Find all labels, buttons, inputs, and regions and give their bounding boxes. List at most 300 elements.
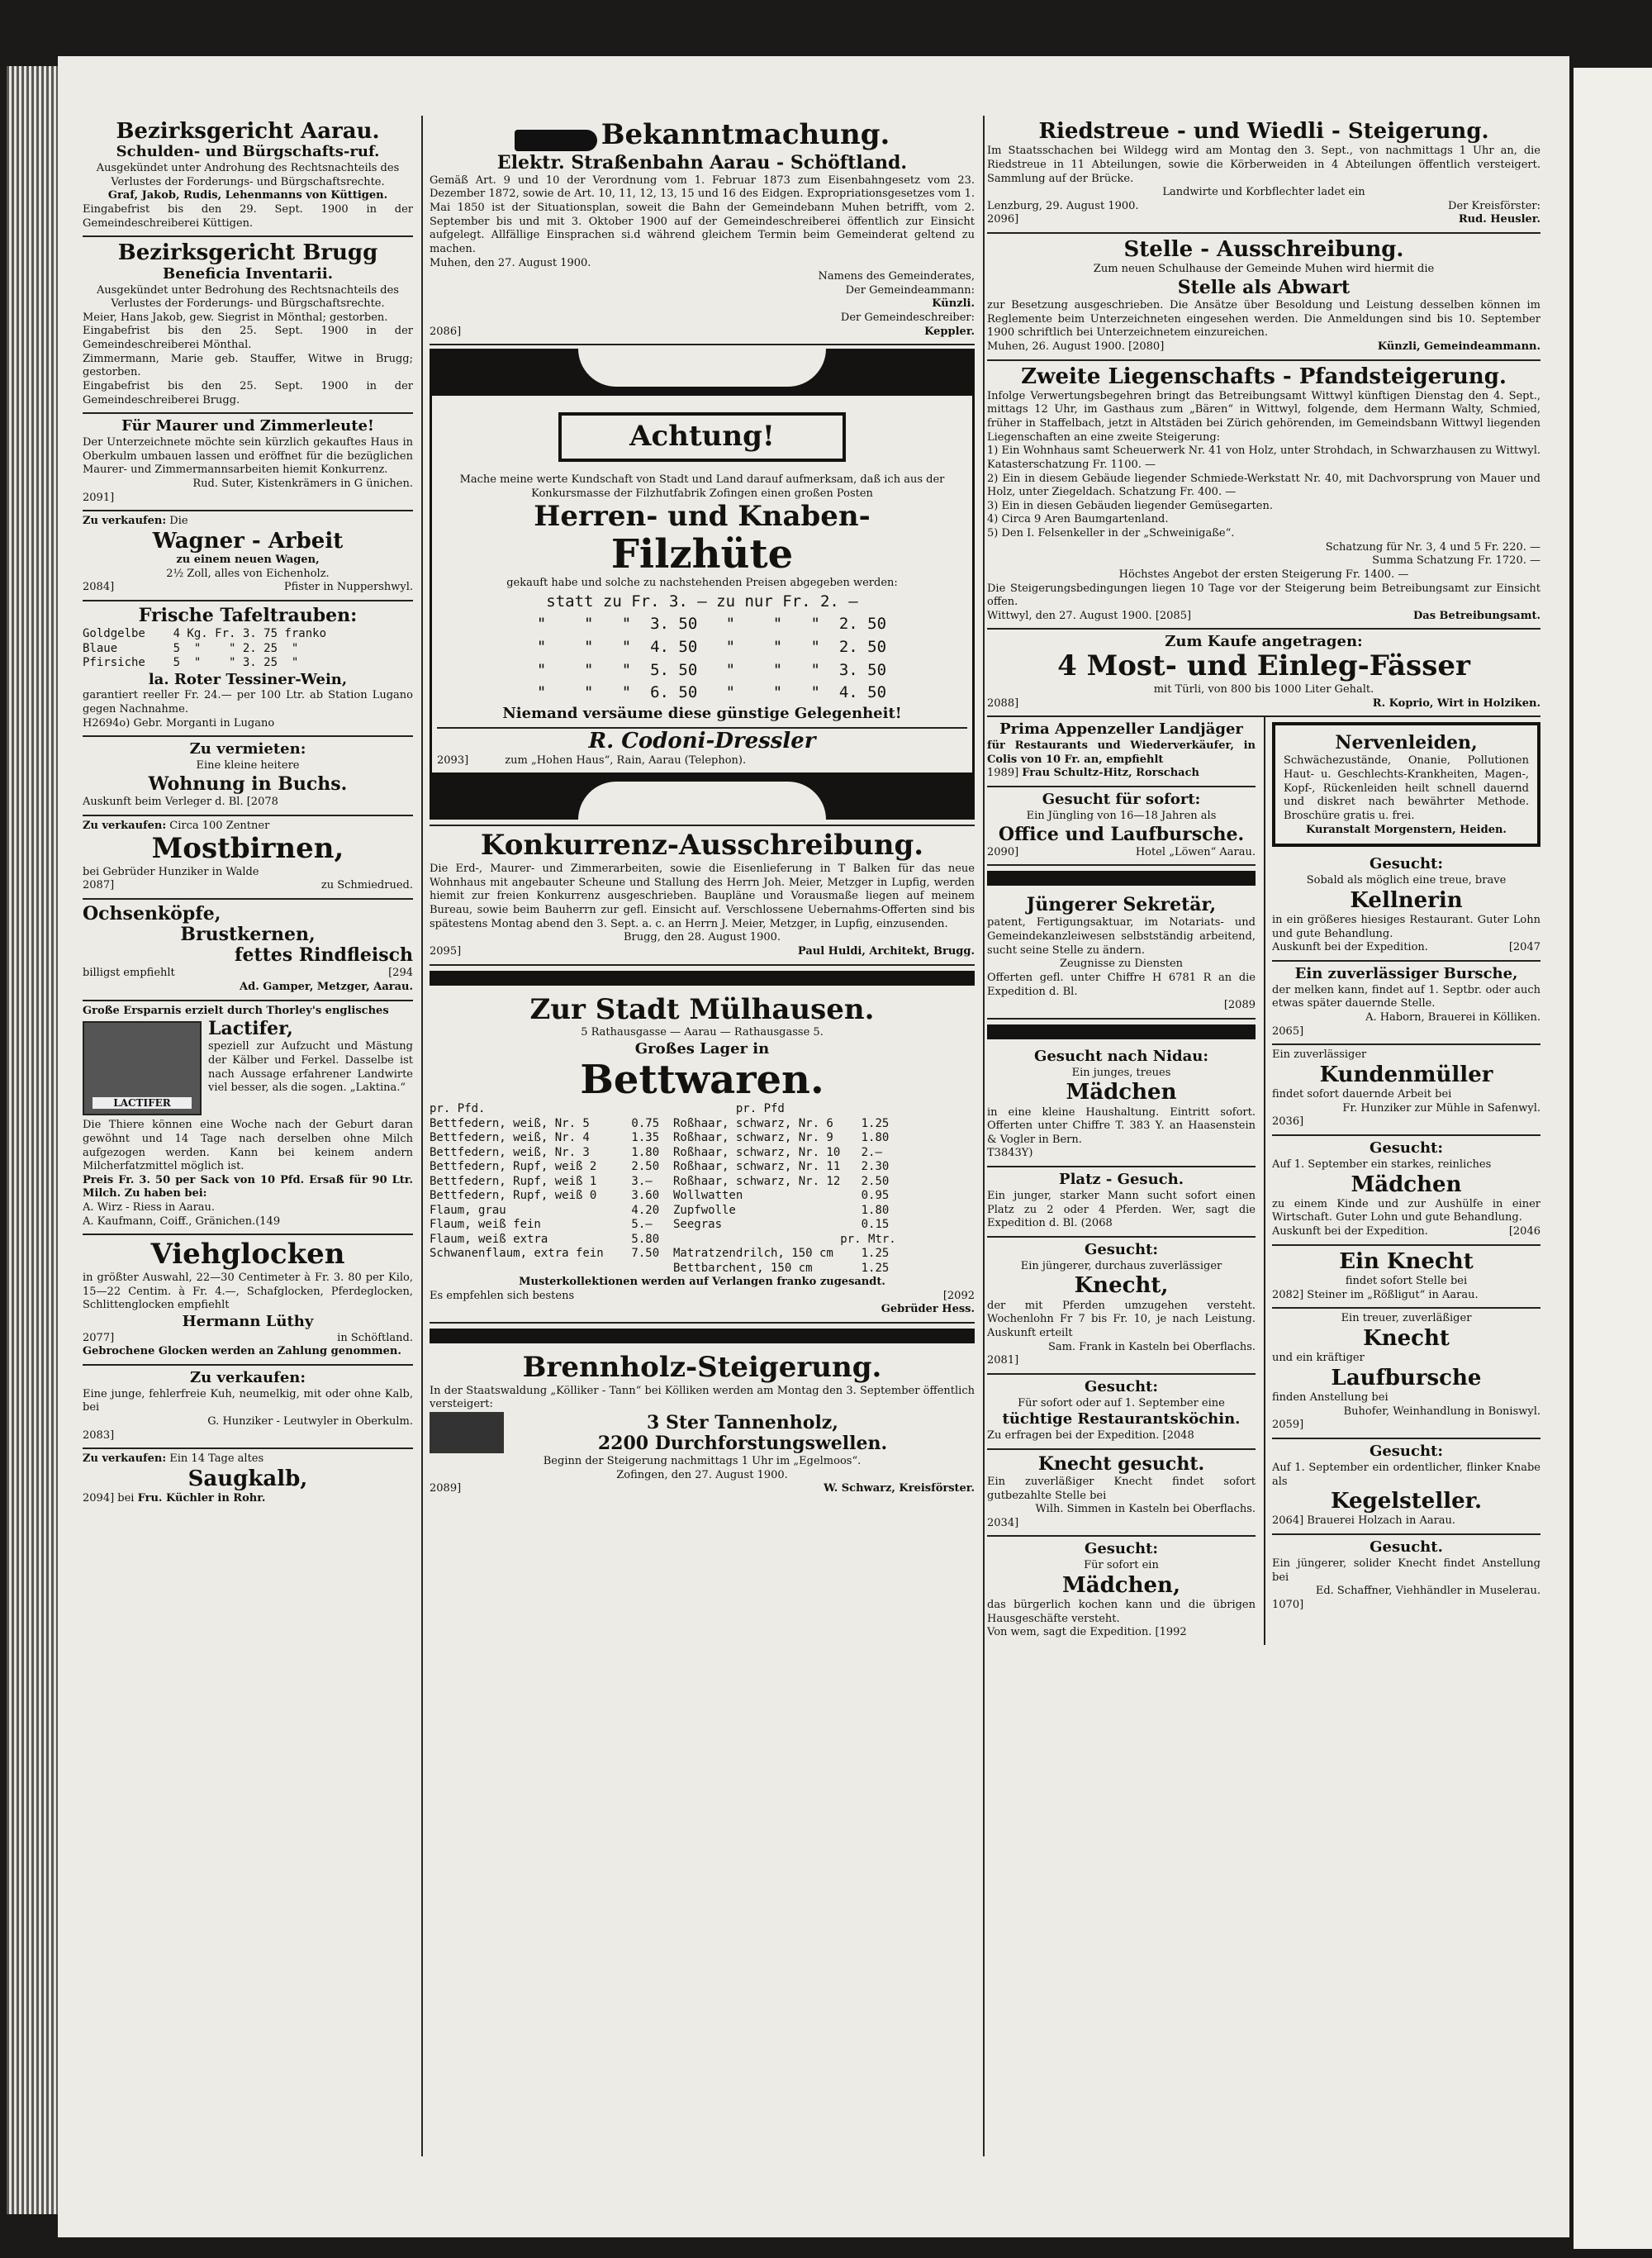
ad-signature: Gebrüder Hess.	[881, 1303, 975, 1316]
ad-text: speziell zur Aufzucht und Mästung der Kälber und Ferkel. Dasselbe ist nach Aussage erfahrener Landwirte viel besser, als die sogen. „Laktina.“	[208, 1040, 413, 1095]
ad-number: 2086]	[430, 325, 462, 338]
ad-text: der melken kann, findet auf 1. Septbr. oder auch etwas später dauernde Stelle.	[1272, 983, 1540, 1010]
ad-text: Ein jüngerer, durchaus zuverlässiger	[1020, 1259, 1222, 1272]
ad-line: A. Kaufmann, Coiff., Gränichen.(149	[83, 1215, 281, 1228]
column-3	[987, 116, 1540, 2156]
ad-number: 2084]	[83, 581, 115, 594]
ad-text: Ein junges, treues	[1071, 1066, 1171, 1079]
ad-subtitle: Beneficia Inventarii.	[163, 264, 333, 283]
ad-title: Gesucht nach Nidau:	[1033, 1047, 1208, 1065]
ad-bekanntmachung	[430, 116, 975, 345]
ad-kuh	[83, 1366, 413, 1449]
ad-knecht-oberflachs	[987, 1238, 1256, 1375]
woodcut-illustration	[430, 1412, 504, 1453]
ad-stelle-ausschreibung	[987, 234, 1540, 361]
ad-title: Knecht gesucht.	[1037, 1452, 1205, 1475]
list-item: 3) Ein in diesen Gebäuden liegender Gemüsegarten.	[987, 499, 1273, 512]
ad-signature: Wilh. Simmen in Kasteln bei Oberflachs.	[1035, 1503, 1256, 1516]
ad-text: billigst empfiehlt	[83, 967, 175, 980]
ad-signature: Hotel „Löwen“ Aarau.	[1135, 845, 1256, 858]
ad-number: [2085]	[1155, 609, 1192, 622]
ad-bezirksgericht-brugg	[83, 237, 413, 414]
ad-signature-line: Namens des Gemeinderates,	[818, 270, 975, 283]
ad-kicker-2: Die	[169, 515, 188, 528]
ad-faesser	[987, 630, 1540, 717]
ad-signature: Pfister in Nuppershwyl.	[283, 581, 413, 594]
ad-kicker: Zu verkaufen:	[83, 1452, 167, 1466]
ad-date: Brugg, den 28. August 1900.	[623, 931, 781, 944]
ad-kicker: Gesucht für sofort:	[1042, 791, 1201, 809]
ad-signature: Ad. Gamper, Metzger, Aarau.	[240, 981, 413, 994]
ad-title: Achtung!	[558, 412, 846, 462]
ad-number: T3843Y)	[987, 1147, 1033, 1160]
ad-liegenschafts-pfandsteigerung	[987, 361, 1540, 630]
ad-title: Wagner - Arbeit	[152, 528, 344, 554]
ad-kegelsteller	[1272, 1439, 1540, 1535]
ad-signature: Frau Schultz-Hitz, Rorschach	[1022, 767, 1199, 780]
ad-signature: Künzli, Gemeindeammann.	[1377, 340, 1540, 353]
ad-brennholz-steigerung	[430, 1348, 975, 1501]
ad-line: Eingabefrist bis den 25. Sept. 1900 in der Gemeindeschreiberei Brugg.	[83, 379, 413, 406]
ad-signature: G. Hunziker - Leutwyler in Oberkulm.	[207, 1415, 413, 1428]
ad-title: Frische Tafeltrauben:	[138, 604, 358, 626]
ad-kicker: Ein zuverlässiger	[1272, 1048, 1367, 1062]
ad-riedstreue	[987, 116, 1540, 234]
ad-ochsenkoepfe	[83, 900, 413, 1001]
price-table-row: Bettfedern, weiß, Nr. 4 1.35 Roßhaar, schwarz, Nr. 9 1.80	[430, 1131, 890, 1145]
ad-title-2: Brustkernen,	[180, 924, 316, 946]
ad-signature: Ed. Schaffner, Viehhändler in Muselerau.	[1315, 1585, 1540, 1598]
ad-headline: Mädchen	[1351, 1172, 1462, 1197]
ad-kicker: Zu verkaufen:	[83, 819, 167, 832]
ad-text-2: gekauft habe und solche zu nachstehenden Preisen abgegeben werden:	[506, 577, 898, 590]
ad-number: 2059]	[1272, 1419, 1304, 1432]
ad-title: Für Maurer und Zimmerleute!	[121, 417, 374, 435]
ad-number: 2095]	[430, 944, 462, 958]
ad-signature: Kuranstalt Morgenstern, Heiden.	[1306, 823, 1507, 836]
ad-title-3: fettes Rindfleisch	[235, 944, 413, 967]
ad-line: Offerten gefl. unter Chiffre H 6781 R an die Expedition d. Bl.	[987, 971, 1256, 998]
price-row: " " " 6. 50 " " " 4. 50	[517, 683, 887, 702]
ad-mostbirnen	[83, 816, 413, 901]
rule-bar	[987, 871, 1256, 886]
ad-line: Zeugnisse zu Diensten	[1059, 958, 1184, 971]
ad-headline-2: 2200 Durchforstungswellen.	[597, 1433, 888, 1455]
ad-lactifer	[83, 1001, 413, 1236]
ad-number: 2087]	[83, 879, 115, 892]
ad-line: A. Wirz - Riess in Aarau.	[83, 1201, 216, 1215]
ad-text: Der Unterzeichnete möchte sein kürzlich gekauftes Haus in Oberkulm umbauen lassen und eröffnet für die bezüglichen Maurer- und Zimmermannsarbeiten hiemit Konkurrenz.	[83, 436, 413, 477]
ad-number: [2046	[1508, 1225, 1540, 1238]
price-row: " " " 5. 50 " " " 3. 50	[517, 660, 887, 679]
ad-title: Gesucht:	[1369, 1139, 1444, 1158]
ad-text: für Restaurants und Wiederverkäufer, in Colis von 10 Fr. an, empfiehlt	[987, 739, 1256, 766]
list-item: 2) Ein in diesem Gebäude liegender Schmiede-Werkstatt Nr. 40, mit Dachvorsprung von Mauer und Holz, unter Ziegeldach. Schatzung Fr. 400. —	[987, 472, 1540, 499]
ad-number: [2047	[1508, 941, 1540, 954]
ad-text: Die Erd-, Maurer- und Zimmerarbeiten, sowie die Eisenlieferung in T Balken für das neue Wohnhaus mit angebauter Scheune und Stallung des Herrn Joh. Meier, Metzger in Lupfig, werden hiemit zur freien Konkurrenz ausgeschrieben. Baupläne und Vorausmaße liegen auf meinem Bureau, sowie beim Bauherrn zur gefl. Einsicht auf. Verschlossene Uebernahms-Offerten sind bis spätestens Montag abend den 3. Sept. a. c. an Herrn J. Meier, Metzger, in Lupfig, einzusenden.	[430, 863, 975, 930]
ad-text: Für sofort ein	[1084, 1559, 1159, 1572]
ad-headline-2: Filzhüte	[610, 530, 794, 578]
ad-bezirksgericht-aarau	[83, 116, 413, 237]
ad-number: 2077]	[83, 1331, 115, 1344]
ad-number: 2081]	[987, 1354, 1019, 1367]
ad-kicker: Zu verkaufen:	[189, 1368, 306, 1386]
ad-headline: Laufbursche	[1331, 1365, 1482, 1390]
ad-signature: Hermann Lüthy	[182, 1312, 314, 1330]
ad-footer: Niemand versäume diese günstige Gelegenheit!	[502, 704, 902, 722]
ad-text: finden Anstellung bei	[1272, 1391, 1389, 1405]
ad-number: 2096]	[987, 213, 1019, 226]
ad-viehglocken	[83, 1235, 413, 1366]
ad-line: Eingabefrist bis den 29. Sept. 1900 in der Gemeindeschreiberei Küttigen.	[83, 203, 413, 230]
ad-signature: Rud. Heusler.	[1458, 213, 1540, 226]
ad-place: in Schöftland.	[337, 1331, 413, 1344]
ad-subtitle: Schulden- und Bürgschafts-ruf.	[116, 143, 380, 161]
ad-text: Infolge Verwertungsbegehren bringt das Betreibungsamt Wittwyl künftigen Dienstag den 4. Sept., mittags 12 Uhr, im Gasthaus zum „Bären“ in Wittwyl, folgende, dem Hermann Walty, Schmied, früher in Staffelbach, jetzt in Altstäden bei Zürich gehörenden, im Gemeindsbann Wittwyl liegenden Liegenschaften an eine zweite Steigerung:	[987, 389, 1540, 444]
ad-number: 2064]	[1272, 1514, 1304, 1528]
ad-subtitle: zu einem neuen Wagen,	[176, 554, 320, 567]
price-row: Goldgelbe 4 Kg. Fr. 3. 75 franko	[83, 627, 327, 641]
ad-title: Bekanntmachung.	[601, 118, 890, 151]
ad-title-2: Wohnung in Buchs.	[148, 772, 348, 795]
list-item: 4) Circa 9 Aren Baumgartenland.	[987, 513, 1169, 526]
frame-bottom-ornament	[430, 775, 975, 820]
ad-text: Eine junge, fehlerfreie Kuh, neumelkig, mit oder ohne Kalb, bei	[83, 1387, 413, 1414]
ad-signature: A. Haborn, Brauerei in Kölliken.	[1365, 1010, 1540, 1024]
ad-title: Kundenmüller	[1319, 1062, 1493, 1087]
ad-text-2: der mit Pferden umzugehen versteht. Wochenlohn Fr 7 bis Fr. 10, je nach Leistung. Auskunft erteilt	[987, 1299, 1256, 1339]
ad-text: 2½ Zoll, alles von Eichenholz.	[166, 567, 330, 580]
ad-nidau	[987, 1044, 1256, 1167]
ad-line: Gebrüder Hunziker in Walde	[102, 865, 259, 878]
ad-kellnerin	[1272, 852, 1540, 962]
ad-text: Im Staatsschachen bei Wildegg wird am Montag den 3. Sept., von nachmittags 1 Uhr an, die Riedstreue in 11 Abteilungen, sowie die Körberweiden in 4 Abteilungen öffentlich versteigert. Sammlung auf der Brücke.	[987, 145, 1540, 185]
price-row: Pfirsiche 5 " " 3. 25 "	[83, 656, 299, 670]
ad-line: bei	[117, 1492, 135, 1505]
ad-line: zu Schmiedrued.	[320, 879, 413, 892]
ad-title: Saugkalb,	[188, 1466, 308, 1491]
ad-text: Ein Jüngling von 16—18 Jahren als	[1026, 809, 1217, 822]
ad-tafeltrauben	[83, 601, 413, 737]
ad-date: Wittwyl, den 27. August 1900.	[987, 609, 1152, 622]
ad-title: Zweite Liegenschafts - Pfandsteigerung.	[1021, 364, 1507, 389]
ad-signature: Rud. Suter, Kistenkrämers in G ünichen.	[192, 477, 413, 490]
column-rule	[421, 116, 423, 2156]
ad-signature: Fr. Hunziker zur Mühle in Safenwyl.	[1342, 1101, 1540, 1115]
ad-saugkalb	[83, 1449, 413, 1511]
ad-signature: Keppler.	[924, 325, 975, 338]
ad-text: Schwächezustände, Onanie, Pollutionen Haut- u. Geschlechts-Krankheiten, Magen-, Kopf-, Rückenleiden heilt schnell dauernd und diskret nach bewährter Methode. Broschüre gratis u. frei.	[1284, 754, 1529, 822]
ad-number: 1989]	[987, 767, 1019, 780]
ad-signature: Das Betreibungsamt.	[1413, 609, 1540, 622]
ad-date: Muhen, 26. August 1900.	[987, 340, 1125, 353]
column-2	[430, 116, 975, 2156]
ad-signature: Künzli.	[932, 297, 975, 311]
pointing-hand-icon	[515, 130, 597, 151]
ad-text: patent, Fertigungsaktuar, im Notariats- und Gemeindekanzleiwesen selbstständig arbeitend, sucht seine Stelle zu ändern.	[987, 916, 1256, 957]
ad-text-2: zur Besetzung ausgeschrieben. Die Ansätze über Besoldung und Leistung desselben können im Reglemente beim Unterzeichneten eingesehen werden. Die Anmeldungen sind bis 10. September 1900 schriftlich bei Unterzeichnetem einzureichen.	[987, 299, 1540, 340]
ad-date: Zofingen, den 27. August 1900.	[616, 1468, 788, 1481]
ad-signature: Gebr. Morganti in Lugano	[133, 716, 275, 730]
ad-title: Gesucht.	[1370, 1538, 1443, 1557]
ad-text: Ausgekündet unter Bedrohung des Rechtsnachteils des Verlustes der Forderungs- und Bürgschaftsrechte.	[97, 283, 399, 311]
ad-platz-gesuch	[987, 1167, 1256, 1238]
ad-number: [2092	[942, 1289, 975, 1302]
ad-number: 2091]	[83, 491, 115, 504]
ad-text: Auf 1. September ein starkes, reinliches	[1272, 1158, 1492, 1171]
ad-title: Brennholz-Steigerung.	[522, 1351, 882, 1384]
ad-juengerer-knecht	[1272, 1535, 1540, 1617]
ad-line: Graf, Jakob, Rudis, Lehenmanns von Küttigen.	[107, 189, 388, 202]
ad-restaurantskoechin	[987, 1375, 1256, 1450]
rule-bar	[987, 1024, 1256, 1039]
ad-title: Gesucht:	[1084, 1240, 1159, 1258]
ad-ein-knecht	[1272, 1246, 1540, 1310]
ad-headline: 3 Ster Tannenholz,	[647, 1411, 838, 1433]
ad-title: Bezirksgericht Brugg	[117, 240, 378, 266]
price-table-row: Flaum, weiß extra 5.80 pr. Mtr.	[430, 1232, 896, 1246]
ad-text: Ausgekündet unter Androhung des Rechtsnachteils des Verlustes der Forderungs- und Bürgschaftsrechte.	[96, 162, 400, 188]
list-item: Schatzung für Nr. 3, 4 und 5 Fr. 220. —	[1325, 540, 1540, 554]
ad-headline: Mädchen	[1066, 1080, 1177, 1105]
ad-signature-line: Der Gemeindeschreiber:	[840, 311, 975, 325]
column-1	[83, 116, 413, 2156]
ad-footer: Musterkollektionen werden auf Verlangen franko zugesandt.	[519, 1276, 885, 1289]
ad-signature: Buhofer, Weinhandlung in Boniswyl.	[1343, 1405, 1540, 1418]
ad-line: Es empfehlen sich bestens	[430, 1289, 575, 1302]
ad-kicker: Zum Kaufe angetragen:	[1165, 633, 1363, 651]
list-item: Summa Schatzung Fr. 1720. —	[1372, 554, 1540, 568]
list-item: 1) Ein Wohnhaus samt Scheuerwerk Nr. 41 von Holz, unter Strohdach, in Schwarzhausen zu Wittwyl. Katasterschatzung Fr. 1100. —	[987, 444, 1540, 471]
ad-text: Für sofort oder auf 1. September eine	[1018, 1396, 1225, 1409]
ad-title: Riedstreue - und Wiedli - Steigerung.	[1038, 119, 1489, 144]
ad-number: 2093]	[437, 753, 469, 767]
ad-headline: Bettwaren.	[580, 1056, 824, 1103]
ad-text: in größter Auswahl, 22—30 Centimeter à Fr. 3. 80 per Kilo, 15—22 Centim. à Fr. 4.—, Schafglocken, Pferdeglocken, Schlittenglocken empfiehlt	[83, 1271, 413, 1312]
ad-text-2: in ein größeres hiesiges Restaurant. Guter Lohn und gute Behandlung.	[1272, 913, 1540, 940]
ad-kicker-2: Circa 100 Zentner	[169, 819, 270, 832]
ad-title: Ochsenköpfe,	[83, 903, 221, 925]
arch-ornament	[578, 782, 826, 820]
ad-title: Gesucht:	[1084, 1377, 1159, 1395]
ad-maurer-zimmerleute	[83, 414, 413, 511]
ad-title-2: la. Roter Tessiner-Wein,	[148, 670, 348, 688]
ad-title: Gesucht:	[1084, 1540, 1159, 1558]
ad-line: Auskunft bei der Expedition.	[1272, 941, 1428, 954]
ad-number: 2036]	[1272, 1115, 1304, 1129]
ad-address: zum „Hohen Haus“, Rain, Aarau (Telephon).	[505, 753, 747, 767]
ad-line: Auskunft bei der Expedition.	[1272, 1225, 1428, 1238]
illustration-label: LACTIFER	[93, 1097, 192, 1109]
price-table-row: Bettfedern, Rupf, weiß 2 2.50 Roßhaar, schwarz, Nr. 11 2.30	[430, 1160, 890, 1174]
price-table-row: Bettbarchent, 150 cm 1.25	[430, 1261, 890, 1275]
ad-signature: Sam. Frank in Kasteln bei Oberflachs.	[1047, 1340, 1256, 1353]
ad-text-2: Beginn der Steigerung nachmittags 1 Uhr im „Egelmoos“.	[543, 1455, 862, 1468]
ad-signature: W. Schwarz, Kreisförster.	[824, 1482, 975, 1495]
ad-headline: tüchtige Restaurantsköchin.	[1002, 1410, 1241, 1428]
ad-subtitle: Elektr. Straßenbahn Aarau - Schöftland.	[496, 151, 908, 174]
ad-title: Mostbirnen,	[151, 832, 344, 866]
ad-address: 5 Rathausgasse — Aarau — Rathausgasse 5.	[581, 1026, 824, 1039]
ad-subtitle: Eine kleine heitere	[196, 759, 300, 772]
ad-line: Eingabefrist bis den 25. Sept. 1900 in der Gemeindeschreiberei Mönthal.	[83, 325, 413, 351]
ad-text-2: das bürgerlich kochen kann und die übrigen Hausgeschäfte versteht.	[987, 1599, 1256, 1625]
ad-number: 2083]	[83, 1428, 115, 1442]
ad-number: 2090]	[987, 845, 1019, 858]
ad-number: 1070]	[1272, 1598, 1304, 1611]
ad-text: Ein zuverläßiger Knecht findet sofort gutbezahlte Stelle bei	[987, 1475, 1256, 1502]
ad-text: Ein junger, starker Mann sucht sofort einen Platz zu 2 oder 4 Pferden. Wer, sagt die Expedition d. Bl. (2068	[987, 1189, 1256, 1230]
ad-headline: Herren- und Knaben-	[534, 500, 871, 534]
ad-sekretaer	[987, 891, 1256, 1019]
ad-signature-line: Der Gemeindeammann:	[845, 283, 975, 297]
ad-title: Prima Appenzeller Landjäger	[999, 720, 1243, 739]
ad-text: Auf 1. September ein ordentlicher, flinker Knabe als	[1272, 1461, 1540, 1488]
ad-line: Zimmermann, Marie geb. Stauffer, Witwe in Brugg; gestorben.	[83, 352, 413, 379]
ad-title: Bezirksgericht Aarau.	[116, 119, 380, 144]
ad-text: Gemäß Art. 9 und 10 der Verordnung vom 1. Februar 1873 zum Eisenbahngesetz vom 23. Dezember 1872, sowie de Art. 10, 11, 12, 13, 15 und 16 des Eidgen. Expropriationsgesetzes vom 1. Mai 1850 ist der Situationsplan, soweit die Bahn der Gemeindebann Muhen betrifft, vom 2. September bis und mit 3. Oktober 1900 auf der Gemeindeschreiberei öffentlich zur Einsicht aufgelegt. Allfällige Einsprachen si.d während gleichem Termin beim Gemeinderat geltend zu machen.	[430, 174, 975, 255]
ad-text-2: in eine kleine Haushaltung. Eintritt sofort. Offerten unter Chiffre T. 383 Y. an Haasenstein & Vogler in Bern.	[987, 1105, 1256, 1146]
arch-ornament	[578, 349, 826, 387]
ad-headline: Kegelsteller.	[1330, 1489, 1482, 1514]
ad-wohnung-buchs	[83, 737, 413, 815]
price-table-row: Flaum, grau 4.20 Zupfwolle 1.80	[430, 1203, 890, 1217]
ad-signature: Fru. Küchler in Rohr.	[137, 1492, 266, 1505]
ad-headline: Mädchen,	[1061, 1572, 1181, 1598]
ad-price: Preis Fr. 3. 50 per Sack von 10 Pfd. Ersaß für 90 Ltr. Milch. Zu haben bei:	[83, 1173, 413, 1200]
ad-signature: Brauerei Holzach in Aarau.	[1307, 1514, 1456, 1528]
ad-text-2: Gebrochene Glocken werden an Zahlung genommen.	[83, 1345, 401, 1358]
ad-line: Von wem, sagt die Expedition. [1992	[987, 1626, 1187, 1639]
price-row: " " " 4. 50 " " " 2. 50	[517, 638, 887, 657]
ad-number: 2034]	[987, 1516, 1019, 1529]
ad-number: 2082]	[1272, 1288, 1304, 1301]
price-row: " " " 3. 50 " " " 2. 50	[517, 615, 887, 634]
ad-text: Ein jüngerer, solider Knecht findet Anstellung bei	[1272, 1557, 1540, 1584]
ad-maedchen-kochen	[987, 1537, 1256, 1645]
ad-title: Zur Stadt Mülhausen.	[529, 992, 875, 1026]
ad-title: Platz - Gesuch.	[1059, 1171, 1184, 1189]
ad-text-2: zu einem Kinde und zur Aushülfe in einer Wirtschaft. Guter Lohn und gute Behandlung.	[1272, 1197, 1540, 1224]
ad-number: H2694o)	[83, 716, 131, 730]
ad-title: Ein Knecht	[1339, 1248, 1474, 1274]
facing-page-edge	[1574, 68, 1652, 2249]
ad-date: Muhen, den 27. August 1900.	[430, 256, 591, 269]
ad-number: 2088]	[987, 696, 1019, 710]
ad-number: [294	[388, 967, 413, 980]
price-table-row: Flaum, weiß fein 5.— Seegras 0.15	[430, 1218, 890, 1232]
ad-text-2: Die Steigerungsbedingungen liegen 10 Tage vor der Steigerung beim Betreibungsamt zur Einsicht offen.	[987, 582, 1540, 609]
ad-kicker-2: Ein 14 Tage altes	[169, 1452, 264, 1466]
ad-kicker: Zu verkaufen:	[83, 515, 167, 528]
ad-title: Gesucht:	[1369, 855, 1444, 873]
ad-date: Lenzburg, 29. August 1900.	[987, 199, 1139, 212]
ad-title: Zu vermieten:	[189, 740, 306, 758]
ad-title: Ein zuverlässiger Bursche,	[1294, 964, 1518, 982]
price-table-row: Bettfedern, Rupf, weiß 1 3.— Roßhaar, schwarz, Nr. 12 2.50	[430, 1174, 890, 1188]
ad-number: 2089]	[430, 1482, 462, 1495]
ad-text: Mache meine werte Kundschaft von Stadt und Land darauf aufmerksam, daß ich aus der Konkursmasse der Filzhutfabrik Zofingen einen großen Posten	[459, 473, 945, 500]
column-rule	[983, 116, 985, 2156]
price-table-row: Bettfedern, weiß, Nr. 5 0.75 Roßhaar, schwarz, Nr. 6 1.25	[430, 1116, 890, 1130]
price-table-header: pr. Pfd. pr. Pfd	[430, 1102, 785, 1116]
ad-subtitle: Großes Lager in	[634, 1039, 770, 1058]
ad-text: Auskunft beim Verleger d. Bl. [2078	[83, 795, 278, 808]
ad-signature: Steiner im „Rößligut“ in Aarau.	[1307, 1288, 1479, 1301]
ad-knecht-gesucht	[987, 1450, 1256, 1538]
ad-number: 2094]	[83, 1492, 115, 1505]
ad-title: Jüngerer Sekretär,	[1026, 894, 1217, 916]
price-row: statt zu Fr. 3. — zu nur Fr. 2. —	[546, 592, 858, 611]
ad-knecht-laufbursche	[1272, 1309, 1540, 1439]
list-item: Höchstes Angebot der ersten Steigerung Fr. 1400. —	[1118, 568, 1409, 581]
price-row: Blaue 5 " " 2. 25 "	[83, 641, 299, 655]
ad-signature-line: Der Kreisförster:	[1448, 199, 1540, 212]
ad-title: 4 Most- und Einleg-Fässer	[1057, 649, 1470, 683]
ad-title: Knecht	[1363, 1325, 1450, 1351]
ad-text: In der Staatswaldung „Kölliker - Tann“ bei Kölliken werden am Montag den 3. September öffentlich versteigert:	[430, 1384, 975, 1411]
ad-title: Viehglocken	[150, 1238, 345, 1272]
ad-line: Meier, Hans Jakob, gew. Siegrist in Mönthal; gestorben.	[83, 311, 388, 324]
rule-bar	[430, 1329, 975, 1343]
ad-number: 2065]	[1272, 1024, 1304, 1038]
ad-text-2: Die Thiere können eine Woche nach der Geburt daran gewöhnt und 14 Tage nach derselben ohne Milch aufgezogen werden. Kann bei keinem andern Milcherfatzmittel möglich ist.	[83, 1119, 413, 1173]
price-table-row: Bettfedern, weiß, Nr. 3 1.80 Roßhaar, schwarz, Nr. 10 2.—	[430, 1145, 882, 1159]
ad-line: bei	[83, 865, 100, 878]
lactifer-illustration	[83, 1021, 202, 1115]
ad-number: [2089	[1223, 999, 1256, 1012]
ad-konkurrenz-ausschreibung	[430, 826, 975, 965]
ad-headline: Kellnerin	[1350, 887, 1463, 913]
ad-line: Zu erfragen bei der Expedition. [2048	[987, 1429, 1194, 1443]
ad-text: mit Türli, von 800 bis 1000 Liter Gehalt.	[1153, 683, 1374, 696]
ad-headline: Stelle als Abwart	[1177, 276, 1351, 298]
ad-text: garantiert reeller Fr. 24.— per 100 Ltr. ab Station Lugano gegen Nachnahme.	[83, 689, 413, 716]
ad-line: Landwirte und Korbflechter ladet ein	[1162, 186, 1365, 199]
ad-landjaeger	[987, 717, 1256, 787]
ad-kicker: Ein treuer, zuverläßiger	[1341, 1312, 1472, 1325]
ad-title: Gesucht:	[1369, 1442, 1444, 1460]
ad-kundenmueller	[1272, 1045, 1540, 1136]
ad-frame	[430, 393, 975, 775]
price-table-row: Schwanenflaum, extra fein 7.50 Matratzendrilch, 150 cm 1.25	[430, 1247, 890, 1261]
ad-title: Lactifer,	[208, 1018, 293, 1040]
list-item: 5) Den I. Felsenkeller in der „Schweinigaße“.	[987, 527, 1235, 540]
ad-title: Konkurrenz-Ausschreibung.	[480, 829, 924, 863]
ad-office-laufbursche	[987, 787, 1256, 866]
ad-achtung-filzhuete	[430, 345, 975, 826]
book-binding	[7, 66, 58, 2214]
ad-title: Nervenleiden,	[1335, 732, 1478, 754]
ad-kicker: Große Ersparnis erzielt durch Thorley's englisches	[83, 1004, 389, 1017]
frame-top-ornament	[430, 349, 975, 393]
ad-text: Sobald als möglich eine treue, brave	[1306, 874, 1507, 887]
ad-title: Stelle - Ausschreibung.	[1123, 237, 1404, 263]
ad-text: findet sofort Stelle bei	[1345, 1275, 1468, 1288]
ad-signature: Paul Huldi, Architekt, Brugg.	[797, 944, 975, 958]
ad-signature: R. Codoni-Dressler	[588, 728, 816, 753]
ad-text: findet sofort dauernde Arbeit bei	[1272, 1088, 1452, 1101]
ad-wagner-arbeit	[83, 511, 413, 601]
ad-signature: R. Koprio, Wirt in Holziken.	[1372, 696, 1540, 710]
ad-headline: Knecht,	[1074, 1273, 1169, 1299]
ad-number: [2080]	[1128, 340, 1165, 353]
ad-stadt-muelhausen	[430, 991, 975, 1324]
price-table-row: Bettfedern, Rupf, weiß 0 3.60 Wollwatten 0.95	[430, 1189, 890, 1203]
ad-title: Office und Laufbursche.	[998, 823, 1245, 845]
rule-bar	[430, 971, 975, 986]
ad-maedchen-wirtschaft	[1272, 1136, 1540, 1246]
